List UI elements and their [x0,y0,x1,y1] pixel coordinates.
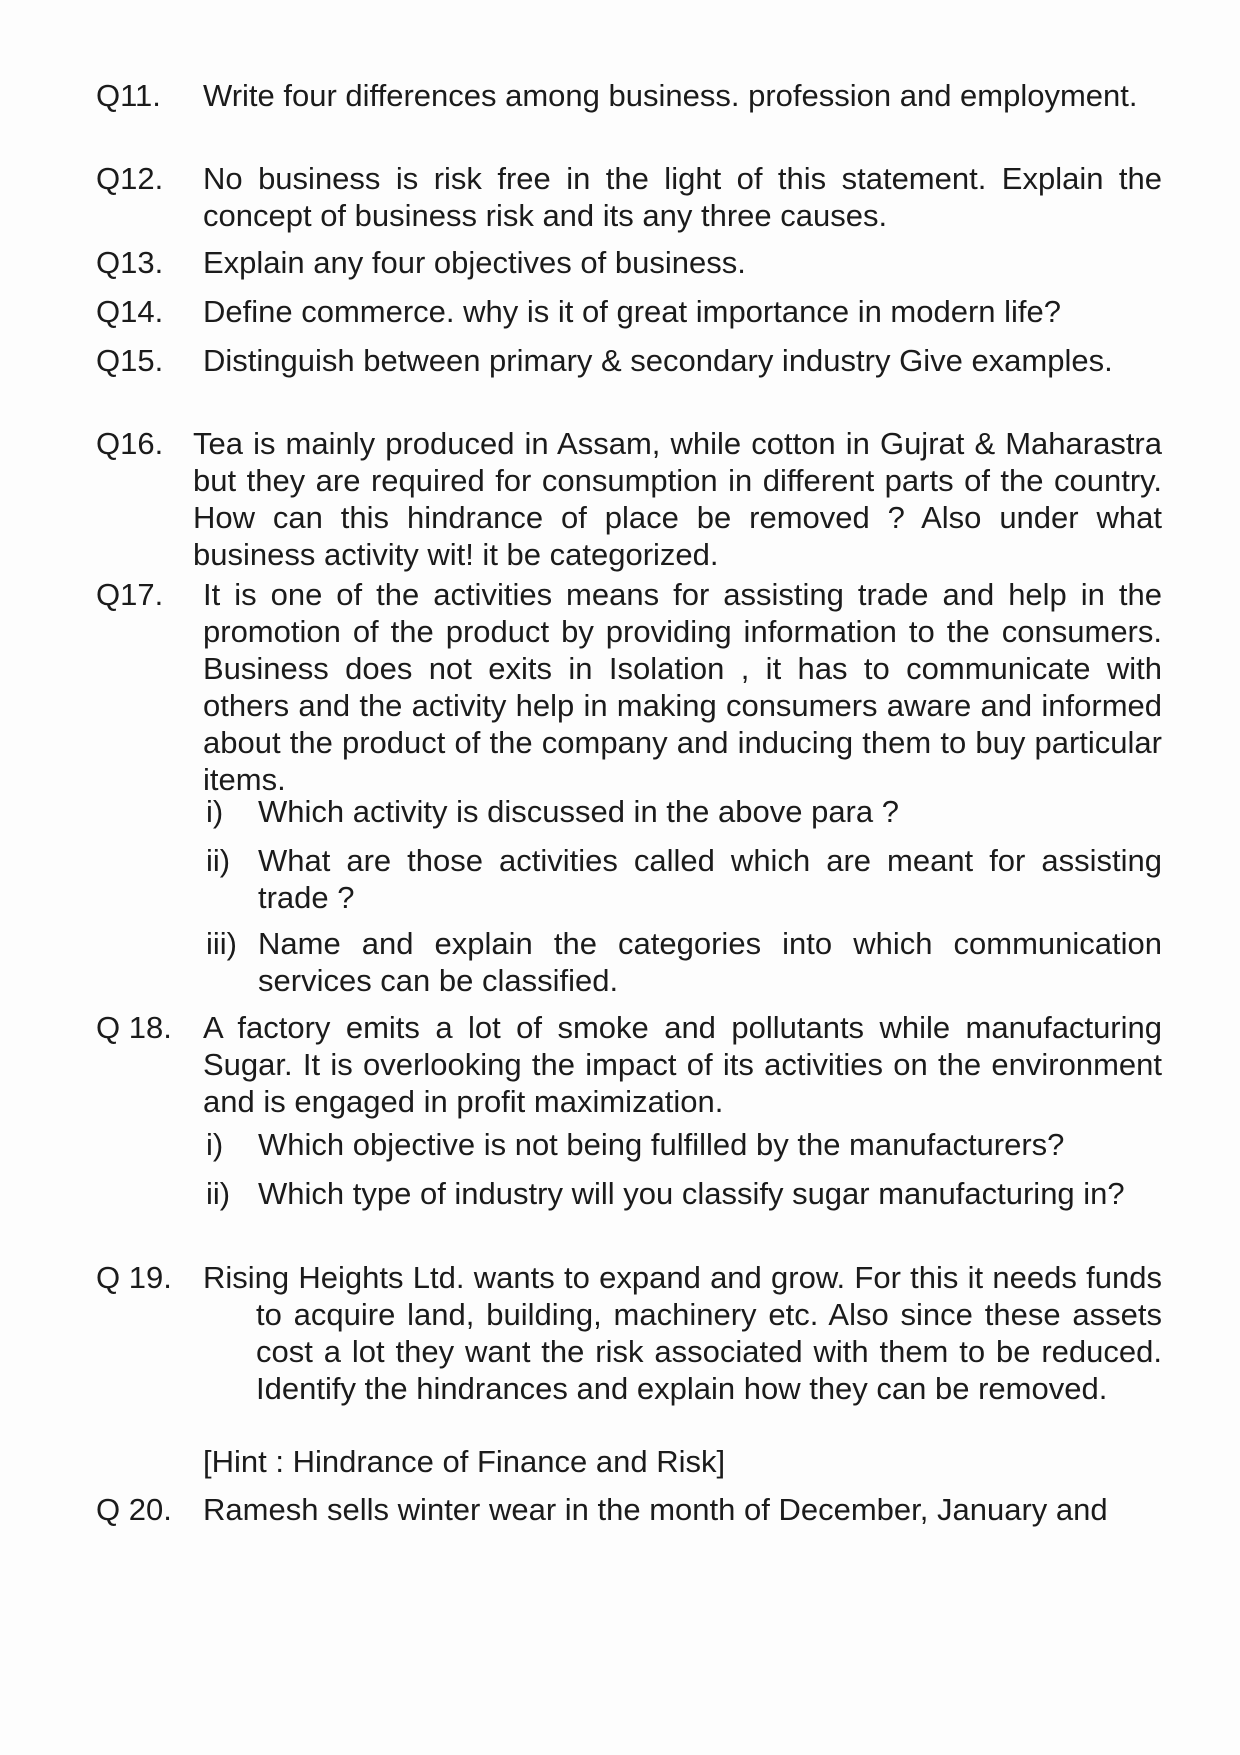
sub-question-text: Which activity is discussed in the above para ? [258,794,899,829]
question-text: It is one of the activities means for assisting trade and help in the promotion of the product by providing information to the consumers. Business does not exits in Isolation , it has to communicate with others and the activity help in making consumers aware and informed about the product of the company and inducing them to buy particular items. [203,577,1162,797]
question-13 [96,244,1162,281]
question-number: Q12. [96,161,164,196]
question-number: Q 19. [96,1260,172,1295]
question-number: Q 18. [96,1010,172,1045]
question-number: Q11. [96,78,161,113]
question-17 [96,576,1162,798]
question-18 [96,1009,1162,1120]
question-19 [96,1259,1162,1407]
question-text: Ramesh sells winter wear in the month of December, January and [203,1492,1108,1527]
question-number: Q15. [96,343,164,378]
question-text: Rising Heights Ltd. wants to expand and grow. For this it needs funds to acquire land, building, machinery etc. Also since these assets cost a lot they want the risk associated with them to be reduced. Identify the hindrances and explain how they can be removed. [203,1260,1162,1406]
sub-question-text: What are those activities called which are meant for assisting trade ? [258,843,1162,915]
sub-question [206,842,1162,916]
question-number: Q 20. [96,1492,172,1527]
sub-question-number: ii) [206,843,231,878]
sub-question [206,1126,1162,1163]
sub-question-text: Which type of industry will you classify sugar manufacturing in? [258,1176,1125,1211]
sub-question-number: ii) [206,1176,231,1211]
sub-question-text: Which objective is not being fulfilled by the manufacturers? [258,1127,1065,1162]
question-text: Write four differences among business. profession and employment. [203,78,1138,113]
sub-question [206,925,1162,999]
question-number: Q16. [96,426,164,461]
sub-question-number: i) [206,1127,224,1162]
sub-question [206,1175,1162,1212]
question-text: Tea is mainly produced in Assam, while cotton in Gujrat & Maharastra but they are required for consumption in different parts of the country. How can this hindrance of place be removed ? Also under what business activity wit! it be categorized. [193,426,1162,572]
question-text: Define commerce. why is it of great importance in modern life? [203,294,1062,329]
sub-question-number: iii) [206,926,237,961]
question-15 [96,342,1162,379]
sub-question [206,793,1162,830]
question-20 [96,1491,1162,1528]
question-16 [96,425,1162,573]
hint-text: [Hint : Hindrance of Finance and Risk] [203,1444,726,1479]
question-text-first-line [203,1259,1162,1407]
sub-question-number: i) [206,794,224,829]
question-text: Distinguish between primary & secondary industry Give examples. [203,343,1113,378]
question-text: No business is risk free in the light of this statement. Explain the concept of business risk and its any three causes. [203,161,1162,233]
question-11 [96,77,1162,114]
question-14 [96,293,1162,330]
question-number: Q14. [96,294,164,329]
question-text: Explain any four objectives of business. [203,245,746,280]
question-text: A factory emits a lot of smoke and pollutants while manufacturing Sugar. It is overlooking the impact of its activities on the environment and is engaged in profit maximization. [203,1010,1162,1119]
question-number: Q13. [96,245,164,280]
question-number: Q17. [96,577,164,612]
sub-question-text: Name and explain the categories into which communication services can be classified. [258,926,1162,998]
question-12 [96,160,1162,234]
